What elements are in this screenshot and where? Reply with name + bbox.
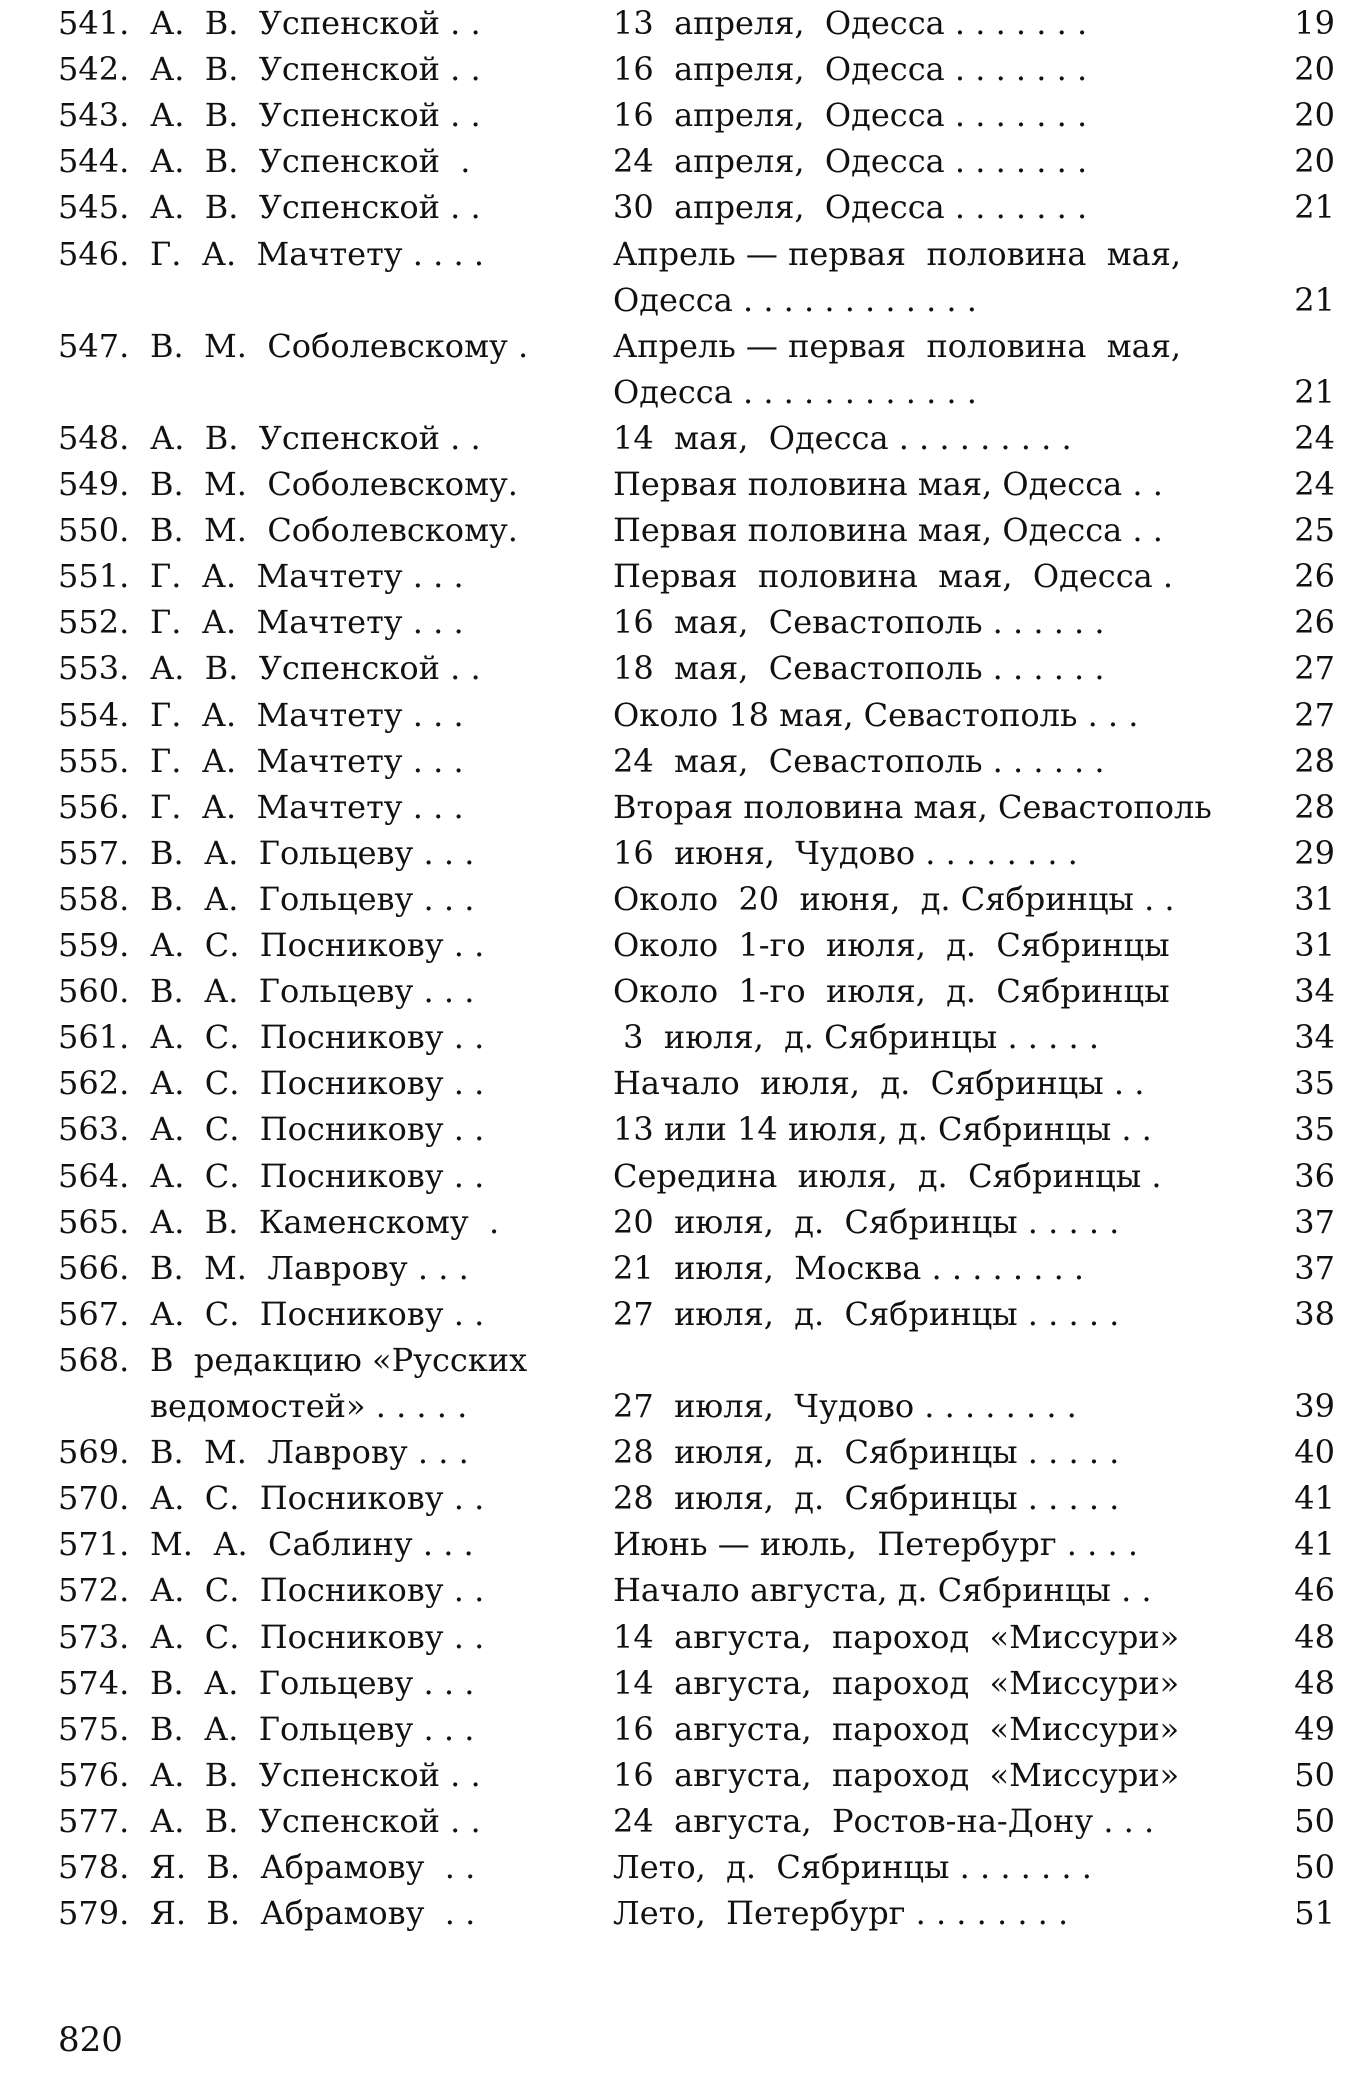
index-entry — [0, 1660, 1364, 1706]
date-place: 28 июля, д. Сябринцы . . . . . — [613, 1479, 1120, 1518]
entry-number: 554. — [58, 695, 130, 734]
index-entry — [0, 92, 1364, 138]
entry-number: 550. — [58, 511, 130, 550]
index-entry — [0, 277, 1364, 323]
page-ref: 34 — [1294, 972, 1335, 1011]
addressee: А. В. Успенской . . — [150, 4, 481, 42]
page-ref: 20 — [1294, 142, 1335, 181]
addressee: ведомостей» . . . . . — [150, 1387, 468, 1425]
date-place: Апрель — первая половина мая, — [613, 234, 1182, 273]
page-ref: 27 — [1294, 649, 1335, 688]
entry-number: 542. — [58, 50, 130, 89]
date-place: 28 июля, д. Сябринцы . . . . . — [613, 1433, 1120, 1472]
date-place: 24 мая, Севастополь . . . . . . — [613, 741, 1105, 780]
entry-number: 572. — [58, 1571, 130, 1610]
entry-number: 552. — [58, 603, 130, 642]
page-number: 820 — [58, 2020, 123, 2060]
page-ref: 29 — [1294, 833, 1335, 872]
index-entry — [0, 1291, 1364, 1337]
date-place: 13 апреля, Одесса . . . . . . . — [613, 4, 1088, 42]
page-ref: 41 — [1294, 1479, 1335, 1518]
addressee: Г. А. Мачтету . . . . — [150, 234, 484, 273]
page-ref: 48 — [1294, 1617, 1335, 1656]
addressee: А. С. Посникову . . — [150, 1617, 485, 1656]
entry-number: 548. — [58, 418, 130, 457]
date-place: 13 или 14 июля, д. Сябринцы . . — [613, 1110, 1152, 1149]
entry-number: 573. — [58, 1617, 130, 1656]
index-entry — [0, 1844, 1364, 1890]
date-place: 24 апреля, Одесса . . . . . . . — [613, 142, 1088, 181]
index-entry — [0, 415, 1364, 461]
index-entry — [0, 645, 1364, 691]
entry-number: 568. — [58, 1340, 130, 1379]
index-entry — [0, 1521, 1364, 1567]
addressee: В. М. Лаврову . . . — [150, 1433, 469, 1472]
entry-number: 569. — [58, 1433, 130, 1472]
page-ref: 50 — [1294, 1755, 1335, 1794]
addressee: В. А. Гольцеву . . . — [150, 1663, 475, 1702]
date-place: 14 мая, Одесса . . . . . . . . . — [613, 418, 1072, 457]
addressee: А. С. Посникову . . — [150, 1064, 485, 1103]
addressee: В. М. Соболевскому. — [150, 511, 518, 550]
date-place: Середина июля, д. Сябринцы . — [613, 1156, 1162, 1195]
index-entry — [0, 784, 1364, 830]
addressee: В. М. Соболевскому . — [150, 326, 529, 365]
index-entry — [0, 738, 1364, 784]
index-entry — [0, 184, 1364, 230]
date-place: 18 мая, Севастополь . . . . . . — [613, 649, 1105, 688]
date-place: 16 августа, пароход «Миссури» — [613, 1755, 1180, 1794]
date-place: 16 апреля, Одесса . . . . . . . — [613, 96, 1088, 135]
index-entry — [0, 1567, 1364, 1613]
date-place: Лето, Петербург . . . . . . . . — [613, 1894, 1069, 1933]
page-ref: 25 — [1294, 511, 1335, 550]
addressee: А. С. Посникову . . — [150, 926, 485, 964]
page-ref: 31 — [1294, 879, 1335, 918]
addressee: А. С. Посникову . . — [150, 1156, 485, 1195]
page-ref: 49 — [1294, 1709, 1335, 1748]
page-ref: 41 — [1294, 1525, 1335, 1564]
addressee: В. М. Лаврову . . . — [150, 1248, 469, 1287]
entry-number: 564. — [58, 1156, 130, 1195]
page-ref: 40 — [1294, 1433, 1335, 1472]
entry-number: 543. — [58, 96, 130, 135]
index-entry — [0, 1706, 1364, 1752]
page-ref: 50 — [1294, 1848, 1335, 1886]
entry-number: 561. — [58, 1018, 130, 1057]
addressee: В. М. Соболевскому. — [150, 465, 518, 503]
entry-number: 545. — [58, 188, 130, 227]
addressee: В редакцию «Русских — [150, 1340, 528, 1379]
entry-number: 566. — [58, 1248, 130, 1287]
page-ref: 35 — [1294, 1064, 1335, 1103]
entry-number: 541. — [58, 4, 130, 42]
page-ref: 21 — [1294, 372, 1335, 411]
index-entry — [0, 1890, 1364, 1936]
addressee: В. А. Гольцеву . . . — [150, 879, 475, 918]
page-ref: 27 — [1294, 695, 1335, 734]
entry-number: 556. — [58, 787, 130, 826]
addressee: А. В. Каменскому . — [150, 1202, 500, 1241]
date-place: Первая половина мая, Одесса . . — [613, 511, 1163, 550]
page-ref: 39 — [1294, 1387, 1335, 1425]
date-place: Первая половина мая, Одесса . — [613, 557, 1174, 596]
page-ref: 38 — [1294, 1294, 1335, 1333]
page-ref: 31 — [1294, 926, 1335, 964]
date-place: Около 1-го июля, д. Сябринцы — [613, 926, 1170, 964]
index-entry — [0, 1153, 1364, 1199]
addressee: Я. В. Абрамову . . — [150, 1894, 476, 1933]
entry-number: 544. — [58, 142, 130, 181]
date-place: Около 18 мая, Севастополь . . . — [613, 695, 1139, 734]
index-entry — [0, 1014, 1364, 1060]
entry-number: 578. — [58, 1848, 130, 1886]
addressee: М. А. Саблину . . . — [150, 1525, 474, 1564]
date-place: 14 августа, пароход «Миссури» — [613, 1663, 1180, 1702]
addressee: А. В. Успенской . . — [150, 1755, 481, 1794]
entry-number: 579. — [58, 1894, 130, 1933]
date-place: Около 1-го июля, д. Сябринцы — [613, 972, 1170, 1011]
index-entry — [0, 1060, 1364, 1106]
entry-number: 577. — [58, 1801, 130, 1840]
index-entry — [0, 968, 1364, 1014]
page-ref: 51 — [1294, 1894, 1335, 1933]
page-ref: 48 — [1294, 1663, 1335, 1702]
addressee: А. В. Успенской . . — [150, 96, 481, 135]
page-ref: 21 — [1294, 188, 1335, 227]
addressee: А. В. Успенской . . — [150, 50, 481, 89]
entry-number: 562. — [58, 1064, 130, 1103]
index-entry — [0, 1106, 1364, 1152]
date-place: Июнь — июль, Петербург . . . . — [613, 1525, 1138, 1564]
entry-number: 575. — [58, 1709, 130, 1748]
page-ref: 19 — [1294, 4, 1335, 42]
page-ref: 20 — [1294, 50, 1335, 89]
date-place: 16 июня, Чудово . . . . . . . . — [613, 833, 1078, 872]
index-entry — [0, 922, 1364, 968]
index-entry — [0, 138, 1364, 184]
addressee: А. С. Посникову . . — [150, 1294, 485, 1333]
date-place: Апрель — первая половина мая, — [613, 326, 1182, 365]
entry-number: 570. — [58, 1479, 130, 1518]
date-place: Начало августа, д. Сябринцы . . — [613, 1571, 1152, 1610]
date-place: Начало июля, д. Сябринцы . . — [613, 1064, 1145, 1103]
page-ref: 24 — [1294, 418, 1335, 457]
addressee: А. С. Посникову . . — [150, 1571, 485, 1610]
entry-number: 565. — [58, 1202, 130, 1241]
page-ref: 26 — [1294, 603, 1335, 642]
entry-number: 551. — [58, 557, 130, 596]
date-place: 21 июля, Москва . . . . . . . . — [613, 1248, 1085, 1287]
addressee: А. В. Успенской . . — [150, 418, 481, 457]
index-entry — [0, 46, 1364, 92]
addressee: Г. А. Мачтету . . . — [150, 557, 464, 596]
addressee: А. С. Посникову . . — [150, 1018, 485, 1057]
addressee: А. В. Успенской . . — [150, 188, 481, 227]
addressee: В. А. Гольцеву . . . — [150, 1709, 475, 1748]
addressee: А. В. Успенской . — [150, 142, 471, 181]
date-place: Лето, д. Сябринцы . . . . . . . — [613, 1848, 1092, 1886]
index-entry — [0, 1798, 1364, 1844]
date-place: Первая половина мая, Одесса . . — [613, 465, 1163, 503]
date-place: 27 июля, Чудово . . . . . . . . — [613, 1387, 1077, 1425]
page-ref: 37 — [1294, 1248, 1335, 1287]
entry-number: 558. — [58, 879, 130, 918]
entry-number: 557. — [58, 833, 130, 872]
entry-number: 574. — [58, 1663, 130, 1702]
page-ref: 34 — [1294, 1018, 1335, 1057]
addressee: Я. В. Абрамову . . — [150, 1848, 476, 1886]
page-ref: 36 — [1294, 1156, 1335, 1195]
entry-number: 555. — [58, 741, 130, 780]
addressee: Г. А. Мачтету . . . — [150, 741, 464, 780]
index-entry — [0, 1245, 1364, 1291]
entry-number: 553. — [58, 649, 130, 688]
page-ref: 24 — [1294, 465, 1335, 503]
index-entry — [0, 1199, 1364, 1245]
date-place: Около 20 июня, д. Сябринцы . . — [613, 879, 1175, 918]
addressee: А. С. Посникову . . — [150, 1479, 485, 1518]
index-entry — [0, 553, 1364, 599]
date-place: Вторая половина мая, Севастополь — [613, 787, 1212, 826]
page-ref: 28 — [1294, 787, 1335, 826]
index-entry — [0, 0, 1364, 46]
page-ref: 50 — [1294, 1801, 1335, 1840]
index-entry — [0, 1475, 1364, 1521]
page-ref: 21 — [1294, 280, 1335, 319]
addressee: А. В. Успенской . . — [150, 1801, 481, 1840]
entry-number: 560. — [58, 972, 130, 1011]
entry-number: 546. — [58, 234, 130, 273]
addressee: Г. А. Мачтету . . . — [150, 787, 464, 826]
date-place: 27 июля, д. Сябринцы . . . . . — [613, 1294, 1120, 1333]
entry-number: 549. — [58, 465, 130, 503]
index-entry — [0, 1429, 1364, 1475]
index-entry — [0, 1752, 1364, 1798]
date-place: Одесса . . . . . . . . . . . . — [613, 280, 977, 319]
addressee: Г. А. Мачтету . . . — [150, 603, 464, 642]
entry-number: 571. — [58, 1525, 130, 1564]
index-entry — [0, 369, 1364, 415]
index-entry — [0, 231, 1364, 277]
page-ref: 35 — [1294, 1110, 1335, 1149]
date-place: 16 апреля, Одесса . . . . . . . — [613, 50, 1088, 89]
entry-number: 563. — [58, 1110, 130, 1149]
index-entry — [0, 1337, 1364, 1383]
page-ref: 37 — [1294, 1202, 1335, 1241]
index-entry — [0, 507, 1364, 553]
addressee: А. В. Успенской . . — [150, 649, 481, 688]
entry-number: 576. — [58, 1755, 130, 1794]
date-place: 16 мая, Севастополь . . . . . . — [613, 603, 1105, 642]
date-place: 16 августа, пароход «Миссури» — [613, 1709, 1180, 1748]
addressee: В. А. Гольцеву . . . — [150, 833, 475, 872]
date-place: 30 апреля, Одесса . . . . . . . — [613, 188, 1088, 227]
index-entry — [0, 830, 1364, 876]
index-entry — [0, 1614, 1364, 1660]
date-place: 20 июля, д. Сябринцы . . . . . — [613, 1202, 1120, 1241]
page-ref: 20 — [1294, 96, 1335, 135]
index-entry — [0, 876, 1364, 922]
addressee: А. С. Посникову . . — [150, 1110, 485, 1149]
entry-number: 559. — [58, 926, 130, 964]
index-entry — [0, 323, 1364, 369]
index-entry — [0, 1383, 1364, 1429]
date-place: 3 июля, д. Сябринцы . . . . . — [613, 1018, 1099, 1057]
date-place: Одесса . . . . . . . . . . . . — [613, 372, 977, 411]
entry-number: 547. — [58, 326, 130, 365]
index-entry — [0, 461, 1364, 507]
addressee: Г. А. Мачтету . . . — [150, 695, 464, 734]
date-place: 24 августа, Ростов-на-Дону . . . — [613, 1801, 1155, 1840]
addressee: В. А. Гольцеву . . . — [150, 972, 475, 1011]
date-place: 14 августа, пароход «Миссури» — [613, 1617, 1180, 1656]
page-ref: 26 — [1294, 557, 1335, 596]
entry-number: 567. — [58, 1294, 130, 1333]
index-entry — [0, 599, 1364, 645]
page-ref: 28 — [1294, 741, 1335, 780]
page-ref: 46 — [1294, 1571, 1335, 1610]
index-entry — [0, 692, 1364, 738]
